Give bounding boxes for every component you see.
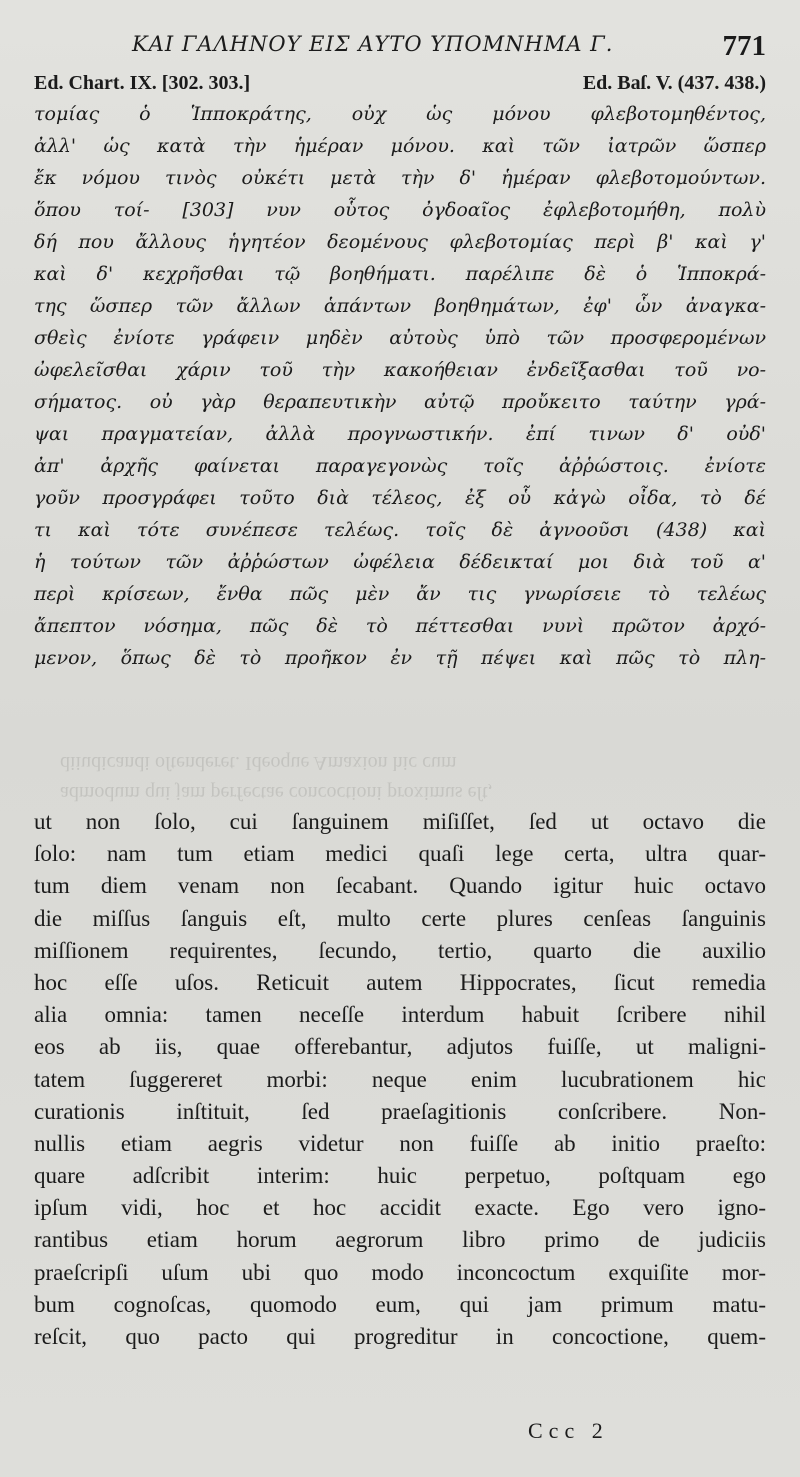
greek-line: τι καὶ τότε συνέπεσε τελέως. τοῖς δὲ ἀγνοοῦσι (438) καὶ (34, 519, 766, 541)
greek-line: ψαι πραγματείαν, ἀλλὰ προγνωστικήν. ἐπί τινων δ' οὐδ' (34, 423, 766, 445)
latin-line: quare adſcribit interim: huic perpetuo, poſtquam ego (34, 1163, 766, 1189)
greek-line: ἄπεπτον νόσημα, πῶς δὲ τὸ πέττεσθαι νυνὶ πρῶτον ἀρχό- (34, 615, 766, 637)
latin-text-block (34, 806, 766, 1353)
show-through-text (60, 738, 760, 804)
greek-line: ἔκ νόμου τινὸς οὐκέτι μετὰ τὴν δ' ἡμέραν φλεβοτομούντων. (34, 167, 766, 189)
latin-line: ipſum vidi, hoc et hoc accidit exacte. Ego vero igno- (34, 1195, 766, 1221)
page-number: 771 (722, 30, 766, 62)
latin-line: alia omnia: tamen neceſſe interdum habuit ſcribere nihil (34, 1002, 766, 1028)
latin-line: reſcit, quo pacto qui progreditur in concoctione, quem- (34, 1324, 766, 1349)
greek-line: ἡ τούτων τῶν ἀῤῥώστων ὠφέλεια δέδεικταί μοι διὰ τοῦ α' (34, 551, 766, 573)
latin-line: hoc eſſe uſos. Reticuit autem Hippocrates, ſicut remedia (34, 969, 766, 995)
greek-line: ἀλλ' ὡς κατὰ τὴν ἡμέραν μόνου. καὶ τῶν ἰατρῶν ὥσπερ (34, 135, 766, 157)
latin-line: curationis inſtituit, ſed praeſagitionis conſcribere. Non- (34, 1098, 766, 1124)
edition-reference-line (34, 72, 766, 98)
latin-line: miſſionem requirentes, ſecundo, tertio, quarto die auxilio (34, 937, 766, 963)
greek-line: ὅπου τοί- [303] νυν οὗτος ὀγδοαῖος ἐφλεβοτομήθη, πολὺ (34, 199, 766, 221)
latin-line: ut non ſolo, cui ſanguinem miſiſſet, ſed ut octavo die (34, 809, 766, 834)
latin-line: bum cognoſcas, quomodo eum, qui jam primum matu- (34, 1291, 766, 1317)
greek-line: σήματος. οὐ γὰρ θεραπευτικὴν αὐτῷ προὔκειτο ταύτην γρά- (34, 391, 766, 413)
running-head (0, 28, 800, 64)
latin-line: eos ab iis, quae offerebantur, adjutos fuiſſe, ut maligni- (34, 1034, 766, 1060)
latin-line: nullis etiam aegris videtur non fuiſſe ab initio praeſto: (34, 1130, 766, 1156)
latin-line: praeſcripſi uſum ubi quo modo inconcoctum exquiſite mor- (34, 1259, 766, 1285)
latin-line: rantibus etiam horum aegrorum libro primo de judiciis (34, 1227, 766, 1253)
edition-reference-chartier: Ed. Chart. IX. [302. 303.] (34, 72, 251, 94)
greek-line: δή που ἄλλους ἡγητέον δεομένους φλεβοτομίας περὶ β' καὶ γ' (34, 231, 766, 253)
greek-text-block (34, 98, 766, 674)
latin-line: die miſſus ſanguis eſt, multo certe plures cenſeas ſanguinis (34, 905, 766, 931)
greek-line: ὠφελεῖσθαι χάριν τοῦ τὴν κακοήθειαν ἐνδεῖξασθαι τοῦ νο- (34, 359, 766, 381)
greek-line: μενον, ὅπως δὲ τὸ προῆκον ἐν τῇ πέψει καὶ πῶς τὸ πλη- (34, 647, 766, 669)
show-through-line: admodum qui jam perfectae concoctioni proximus eſt, (60, 782, 493, 804)
show-through-line: diiudicandi oſtenderet. Ideoque Amaxion hic cum (60, 752, 457, 774)
latin-line: tum diem venam non ſecabant. Quando igitur huic octavo (34, 873, 766, 899)
latin-line: ſolo: nam tum etiam medici quaſi lege certa, ultra quar- (34, 841, 766, 867)
running-title: ΚΑΙ ΓΑΛΗΝΟΥ ΕΙΣ ΑΥΤΟ ΥΠΟΜΝΗΜΑ Γ. (132, 32, 614, 56)
greek-line: γοῦν προσγράφει τοῦτο διὰ τέλεος, ἐξ οὗ κἀγὼ οἶδα, τὸ δέ (34, 487, 766, 509)
greek-line: της ὥσπερ τῶν ἄλλων ἁπάντων βοηθημάτων, ἐφ' ὧν ἀναγκα- (34, 295, 766, 317)
greek-line: καὶ δ' κεχρῆσθαι τῷ βοηθήματι. παρέλιπε δὲ ὁ Ἱπποκρά- (34, 263, 766, 285)
latin-line: tatem ſuggereret morbi: neque enim lucubrationem hic (34, 1066, 766, 1092)
greek-line: σθεὶς ἐνίοτε γράφειν μηδὲν αὐτοὺς ὑπὸ τῶν προσφερομένων (34, 327, 766, 349)
edition-reference-basel: Ed. Baſ. V. (437. 438.) (582, 72, 766, 94)
greek-line: περὶ κρίσεων, ἔνθα πῶς μὲν ἄν τις γνωρίσειε τὸ τελέως (34, 583, 766, 605)
greek-line: τομίας ὁ Ἱπποκράτης, οὐχ ὡς μόνου φλεβοτομηθέντος, (34, 103, 766, 125)
printer-signature-mark: Ccc 2 (528, 1418, 609, 1443)
greek-line: ἀπ' ἀρχῆς φαίνεται παραγεγονὼς τοῖς ἀῤῥώστοις. ἐνίοτε (34, 455, 766, 477)
